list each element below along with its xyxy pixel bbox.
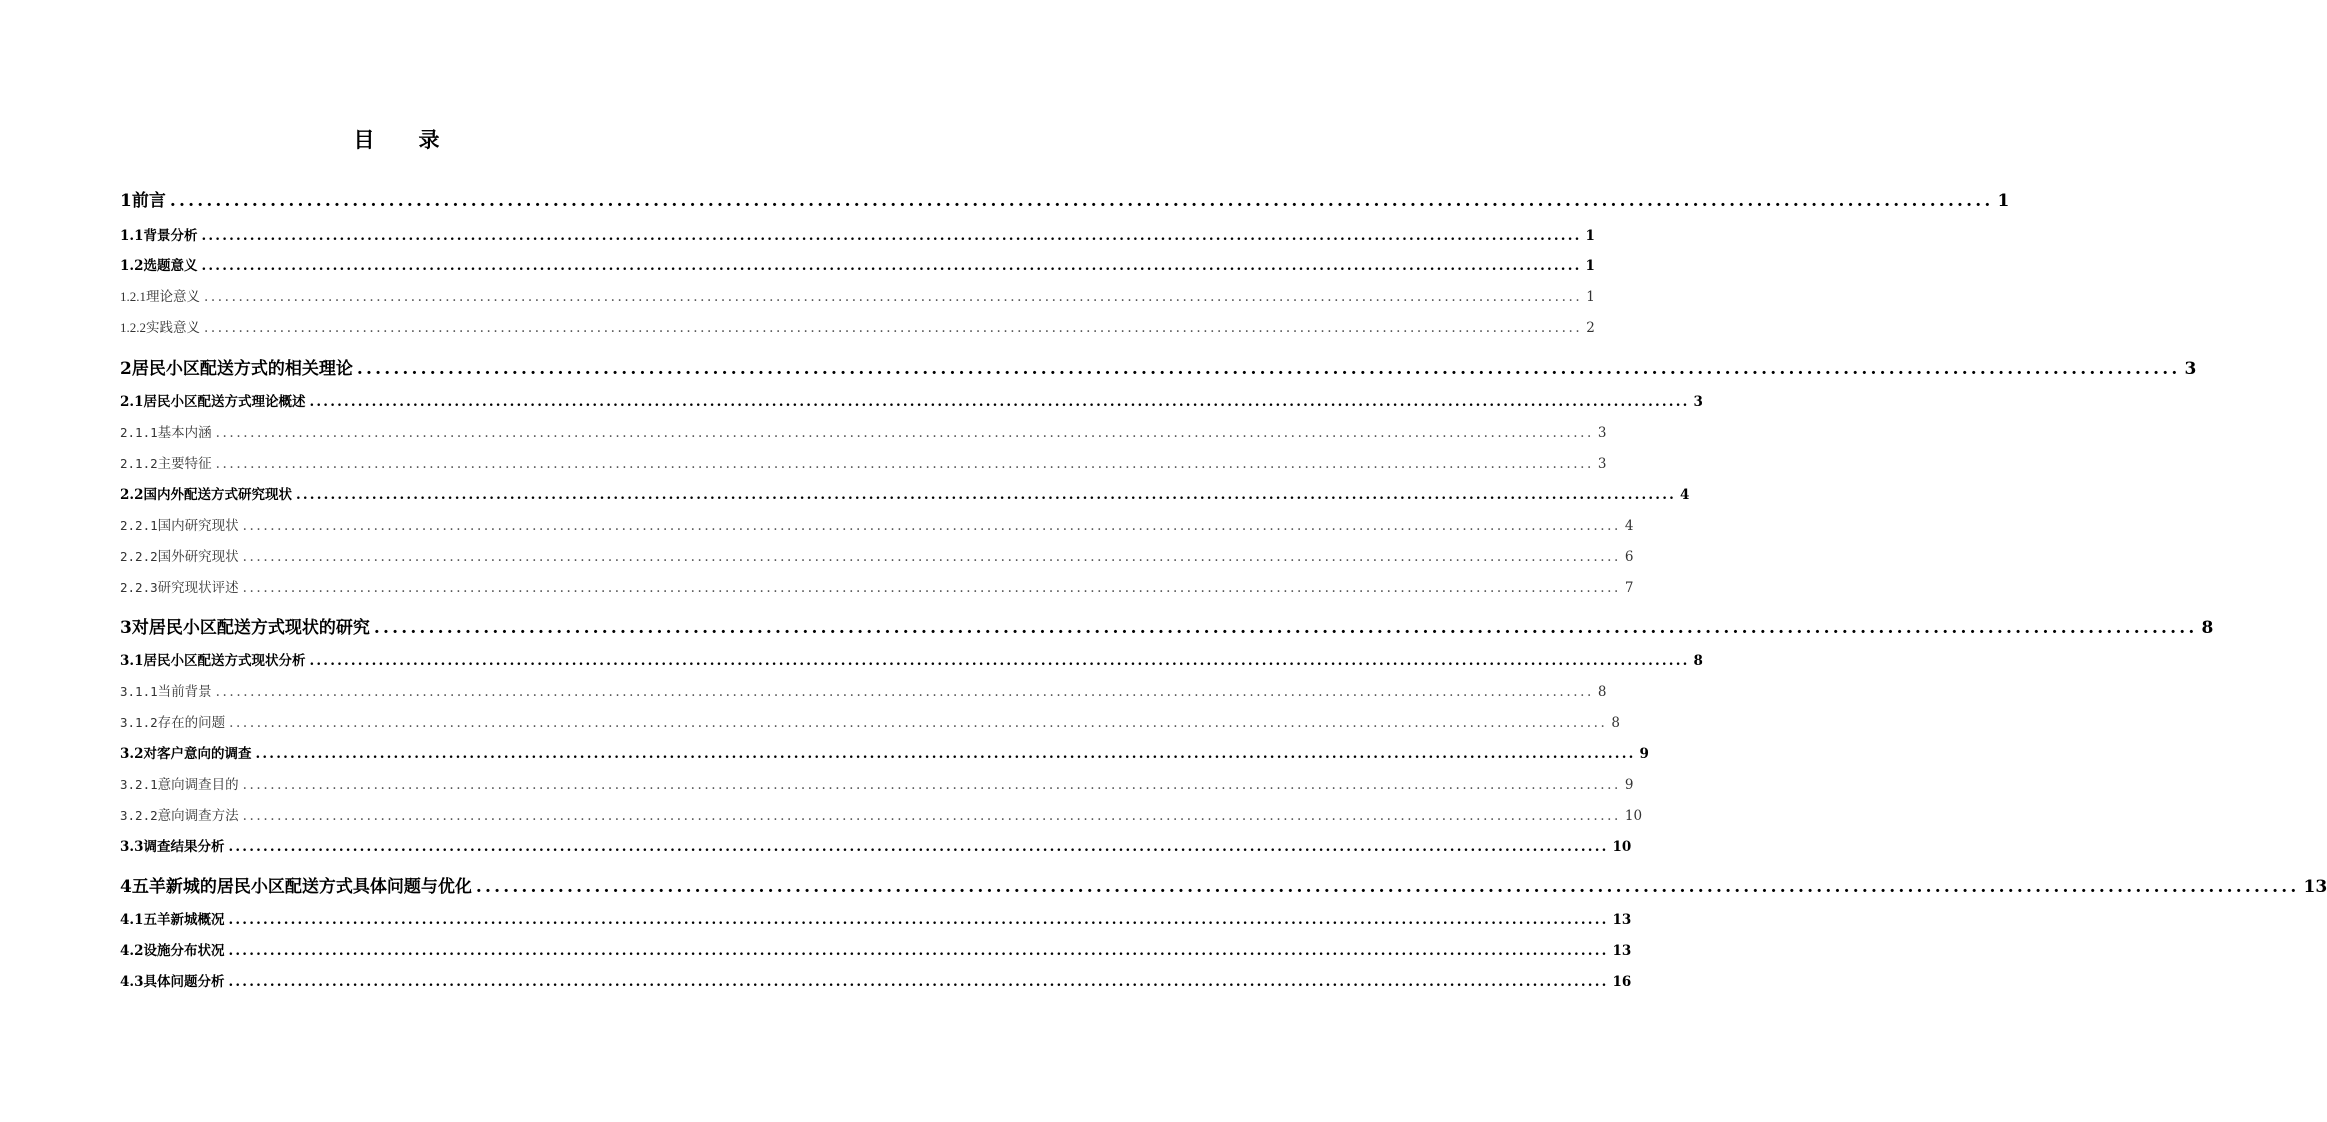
toc-entry-number: 3.2.1 (120, 777, 158, 792)
toc-entry-page: 10 (1612, 839, 1632, 855)
toc-entry-label: 基本内涵 (157, 425, 212, 441)
title-char-2: 录 (418, 127, 440, 152)
toc-entry-page: 4 (1624, 518, 1634, 534)
toc-entry-page: 13 (2303, 877, 2327, 897)
toc-entry-label: 五羊新城概况 (143, 912, 225, 928)
toc-entry[interactable] (120, 939, 1632, 959)
toc-entry-number: 2.1.2 (120, 456, 158, 471)
toc-leader-dots: ........................................................................................................................................................................................................ (201, 258, 1582, 274)
toc-entry[interactable] (120, 835, 1632, 855)
toc-entry-number: 3 (120, 618, 132, 638)
toc-entry-page: 6 (1624, 549, 1634, 565)
toc-entry-page: 8 (1693, 653, 1703, 669)
toc-entry-label: 选题意义 (143, 258, 198, 274)
toc-entry-page: 1 (1997, 191, 2010, 211)
toc-leader-dots: ........................................................................................................................................................................................................ (242, 580, 1621, 596)
toc-entry-page: 9 (1624, 777, 1634, 793)
toc-entry-page: 4 (1680, 487, 1690, 503)
toc-entry-number: 4.2 (120, 943, 144, 959)
toc-entry-number: 2.2.3 (120, 580, 158, 595)
toc-entry-page: 13 (1612, 943, 1632, 959)
toc-entry-page: 8 (2201, 618, 2214, 638)
toc-entry-number: 3.2 (120, 746, 144, 762)
toc-entry-page: 10 (1624, 808, 1643, 824)
toc-entry[interactable] (120, 285, 1595, 305)
toc-entry-page: 3 (1693, 394, 1703, 410)
toc-entry-label: 当前背景 (157, 684, 212, 700)
toc-entry[interactable] (120, 390, 1703, 410)
toc-entry-number: 1.2.1 (120, 289, 146, 304)
toc-entry-number: 2.2 (120, 487, 144, 503)
toc-entry-page: 2 (1586, 320, 1595, 336)
toc-entry-label: 调查结果分析 (143, 839, 225, 855)
toc-entry-number: 3.3 (120, 839, 144, 855)
toc-leader-dots: ........................................................................................................................................................................................................ (229, 715, 1608, 731)
toc-leader-dots: ........................................................................................................................................................................................................ (169, 191, 1994, 211)
toc-entry[interactable] (120, 773, 1634, 793)
toc-entry[interactable] (120, 514, 1634, 534)
toc-entry-number: 4.3 (120, 974, 144, 990)
toc-entry-page: 7 (1624, 580, 1634, 596)
toc-entry-page: 1 (1585, 258, 1595, 274)
toc-leader-dots: ........................................................................................................................................................................................................ (296, 487, 1676, 503)
toc-leader-dots: ........................................................................................................................................................................................................ (204, 320, 1583, 336)
toc-entry-label: 五羊新城的居民小区配送方式具体问题与优化 (131, 877, 472, 897)
toc-entry[interactable] (120, 186, 2010, 211)
toc-entry[interactable] (120, 680, 1607, 700)
toc-entry-number: 3.1 (120, 653, 144, 669)
toc-leader-dots: ........................................................................................................................................................................................................ (201, 228, 1582, 244)
toc-entry[interactable] (120, 970, 1632, 990)
toc-entry[interactable] (120, 576, 1634, 596)
toc-entry-number: 2 (120, 359, 132, 379)
toc-entry-label: 对居民小区配送方式现状的研究 (131, 618, 370, 638)
toc-entry[interactable] (120, 254, 1595, 274)
toc-leader-dots: ........................................................................................................................................................................................................ (228, 943, 1609, 959)
toc-entry-page: 16 (1612, 974, 1632, 990)
toc-entry-label: 研究现状评述 (157, 580, 239, 596)
toc-leader-dots: ........................................................................................................................................................................................................ (309, 394, 1690, 410)
toc-entry[interactable] (120, 354, 2197, 379)
toc-entry-number: 1.1 (120, 228, 144, 244)
toc-entry-label: 设施分布状况 (143, 943, 225, 959)
toc-entry-page: 9 (1639, 746, 1649, 762)
toc-leader-dots: ........................................................................................................................................................................................................ (242, 808, 1621, 824)
toc-entry-label: 前言 (131, 191, 166, 211)
toc-leader-dots: ........................................................................................................................................................................................................ (373, 618, 2198, 638)
toc-entry[interactable] (120, 421, 1607, 441)
toc-entry-label: 背景分析 (143, 228, 198, 244)
page-title (0, 124, 793, 154)
toc-entry-number: 4 (120, 877, 132, 897)
toc-entry-label: 具体问题分析 (143, 974, 225, 990)
toc-entry[interactable] (120, 872, 2327, 897)
toc-entry-label: 国内外配送方式研究现状 (143, 487, 292, 503)
toc-leader-dots: ........................................................................................................................................................................................................ (228, 839, 1609, 855)
toc-entry-page: 1 (1586, 289, 1595, 305)
toc-entry-page: 8 (1611, 715, 1620, 731)
toc-entry-number: 1 (120, 191, 132, 211)
toc-entry-number: 3.1.2 (120, 715, 158, 730)
toc-entry-number: 2.1.1 (120, 425, 158, 440)
toc-entry-number: 3.1.1 (120, 684, 158, 699)
toc-entry-page: 1 (1585, 228, 1595, 244)
toc-entry-page: 8 (1597, 684, 1607, 700)
toc-leader-dots: ........................................................................................................................................................................................................ (204, 289, 1583, 305)
toc-entry[interactable] (120, 224, 1595, 244)
toc-entry-label: 主要特征 (157, 456, 212, 472)
toc-entry-number: 4.1 (120, 912, 144, 928)
toc-entry-label: 居民小区配送方式的相关理论 (131, 359, 353, 379)
toc-entry[interactable] (120, 804, 1643, 824)
toc-entry[interactable] (120, 316, 1595, 336)
toc-entry-label: 实践意义 (146, 320, 200, 336)
toc-leader-dots: ........................................................................................................................................................................................................ (215, 684, 1594, 700)
toc-entry[interactable] (120, 452, 1607, 472)
toc-leader-dots: ........................................................................................................................................................................................................ (228, 912, 1609, 928)
toc-leader-dots: ........................................................................................................................................................................................................ (215, 456, 1594, 472)
toc-entry-label: 国内研究现状 (157, 518, 239, 534)
toc-entry-number: 2.2.1 (120, 518, 158, 533)
toc-entry-number: 2.1 (120, 394, 144, 410)
toc-entry[interactable] (120, 545, 1634, 565)
toc-leader-dots: ........................................................................................................................................................................................................ (242, 549, 1621, 565)
toc-leader-dots: ........................................................................................................................................................................................................ (242, 777, 1621, 793)
toc-leader-dots: ........................................................................................................................................................................................................ (309, 653, 1690, 669)
toc-entry-label: 意向调查方法 (157, 808, 239, 824)
toc-leader-dots: ........................................................................................................................................................................................................ (228, 974, 1609, 990)
toc-entry-page: 13 (1612, 912, 1632, 928)
toc-entry[interactable] (120, 483, 1690, 503)
toc-leader-dots: ........................................................................................................................................................................................................ (255, 746, 1636, 762)
toc-entry-page: 3 (1597, 456, 1607, 472)
toc-entry-label: 理论意义 (146, 289, 200, 305)
toc-entry-label: 对客户意向的调查 (143, 746, 252, 762)
toc-entry-page: 3 (2184, 359, 2197, 379)
toc-entry[interactable] (120, 613, 2214, 638)
toc-entry-number: 3.2.2 (120, 808, 158, 823)
toc-entry-label: 意向调查目的 (157, 777, 239, 793)
toc-leader-dots: ........................................................................................................................................................................................................ (356, 359, 2181, 379)
title-char-1: 目 (353, 127, 375, 152)
toc-entry-label: 居民小区配送方式理论概述 (143, 394, 306, 410)
toc-entry[interactable] (120, 908, 1632, 928)
toc-entry[interactable] (120, 711, 1620, 731)
toc-leader-dots: ........................................................................................................................................................................................................ (242, 518, 1621, 534)
toc-entry-number: 2.2.2 (120, 549, 158, 564)
toc-entry-label: 存在的问题 (157, 715, 226, 731)
toc-entry-label: 国外研究现状 (157, 549, 239, 565)
toc-entry-label: 居民小区配送方式现状分析 (143, 653, 306, 669)
toc-entry[interactable] (120, 649, 1703, 669)
toc-entry-number: 1.2 (120, 258, 144, 274)
toc-leader-dots: ........................................................................................................................................................................................................ (475, 877, 2300, 897)
toc-entry[interactable] (120, 742, 1649, 762)
toc-entry-number: 1.2.2 (120, 320, 146, 335)
toc-leader-dots: ........................................................................................................................................................................................................ (215, 425, 1594, 441)
toc-entry-page: 3 (1597, 425, 1607, 441)
